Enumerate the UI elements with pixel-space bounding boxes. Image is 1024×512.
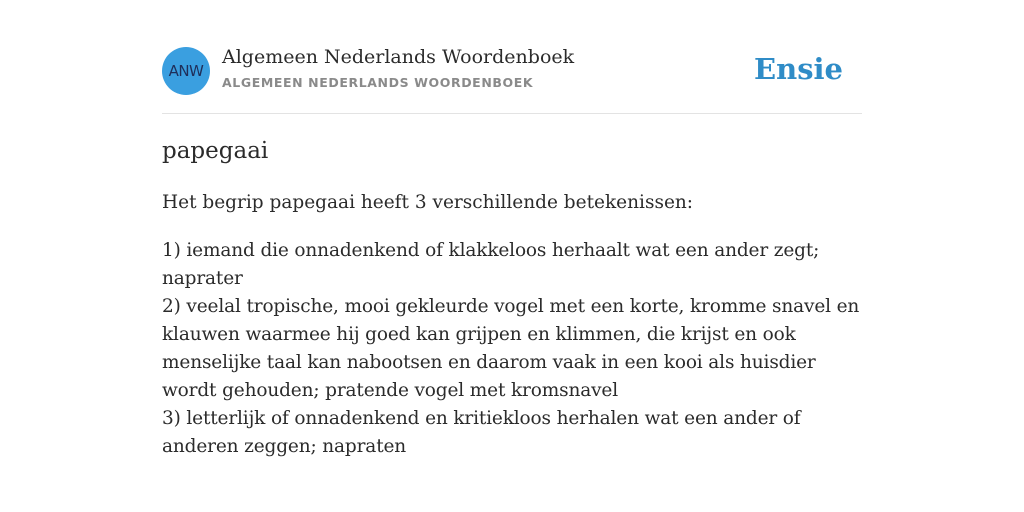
card-header	[162, 0, 862, 114]
meaning-item: 1) iemand die onnadenkend of klakkeloos herhaalt wat een ander zegt; naprater	[162, 240, 820, 289]
meaning-item: 3) letterlijk of onnadenkend en kritiekloos herhalen wat een ander of anderen zeggen; napraten	[162, 408, 801, 457]
source-logo: ANW	[162, 47, 210, 95]
entry-word: papegaai	[162, 138, 269, 164]
definition-card	[162, 0, 862, 457]
meaning-item: 2) veelal tropische, mooi gekleurde vogel met een korte, kromme snavel en klauwen waarmee hij goed kan grijpen en klimmen, die krijst en ook menselijke taal kan nabootsen en daarom vaak in een kooi als huisdier wordt gehouden; pratende vogel met kromsnavel	[162, 296, 860, 401]
entry-intro: Het begrip papegaai heeft 3 verschillende betekenissen:	[162, 192, 694, 213]
source-title[interactable]: Algemeen Nederlands Woordenboek	[222, 46, 575, 68]
source-subtitle: ALGEMEEN NEDERLANDS WOORDENBOEK	[222, 75, 534, 90]
ensie-logo[interactable]: Ensie	[754, 52, 843, 86]
meanings-list	[162, 237, 862, 461]
